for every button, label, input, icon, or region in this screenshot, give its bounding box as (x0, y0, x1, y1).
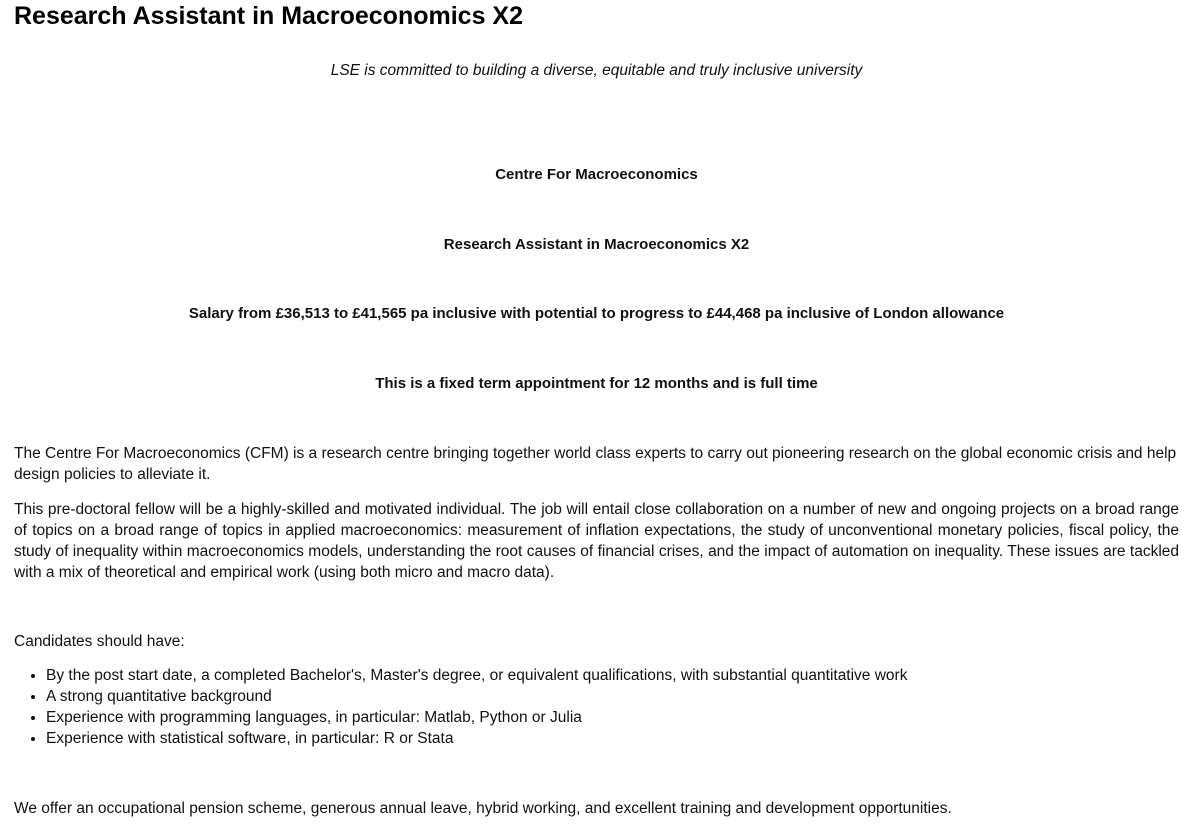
list-item: • A strong quantitative background (46, 686, 907, 707)
list-item: • Experience with programming languages, in particular: Matlab, Python or Julia (46, 707, 907, 728)
role-description-paragraph: This pre-doctoral fellow will be a highly-skilled and motivated individual. The job will entail close collaboration on a number of new and ongoing projects on a broad range of topics on a broad range of topics in applied macroeconomics: measurement of inflation expectations, the study of unconventional monetary policies, fiscal policy, the study of inequality within macroeconomics models, understanding the root causes of financial crises, and the impact of automation on inequality. These issues are tackled with a mix of theoretical and empirical work (using both micro and macro data). (14, 501, 1179, 581)
offer-paragraph: We offer an occupational pension scheme, generous annual leave, hybrid working, and excellent training and development opportunities. (14, 800, 952, 817)
list-item: • Experience with statistical software, in particular: R or Stata (46, 728, 907, 749)
salary-heading: Salary from £36,513 to £41,565 pa inclusive with potential to progress to £44,468 pa inclusive of London allowance (188, 305, 1005, 322)
role-heading: Research Assistant in Macroeconomics X2 (443, 236, 750, 253)
list-item: • By the post start date, a completed Bachelor's, Master's degree, or equivalent qualifications, with substantial quantitative work (46, 665, 907, 686)
intro-paragraph: The Centre For Macroeconomics (CFM) is a research centre bringing together world class experts to carry out pioneering research on the global economic crisis and help design policies to alleviate it. (14, 445, 1177, 483)
candidates-heading: Candidates should have: (14, 633, 185, 650)
centre-heading: Centre For Macroeconomics (495, 166, 698, 183)
page-title: Research Assistant in Macroeconomics X2 (14, 2, 523, 30)
requirements-list (14, 665, 907, 749)
term-heading: This is a fixed term appointment for 12 months and is full time (375, 375, 818, 392)
inclusion-tagline: LSE is committed to building a diverse, equitable and truly inclusive university (330, 62, 863, 79)
